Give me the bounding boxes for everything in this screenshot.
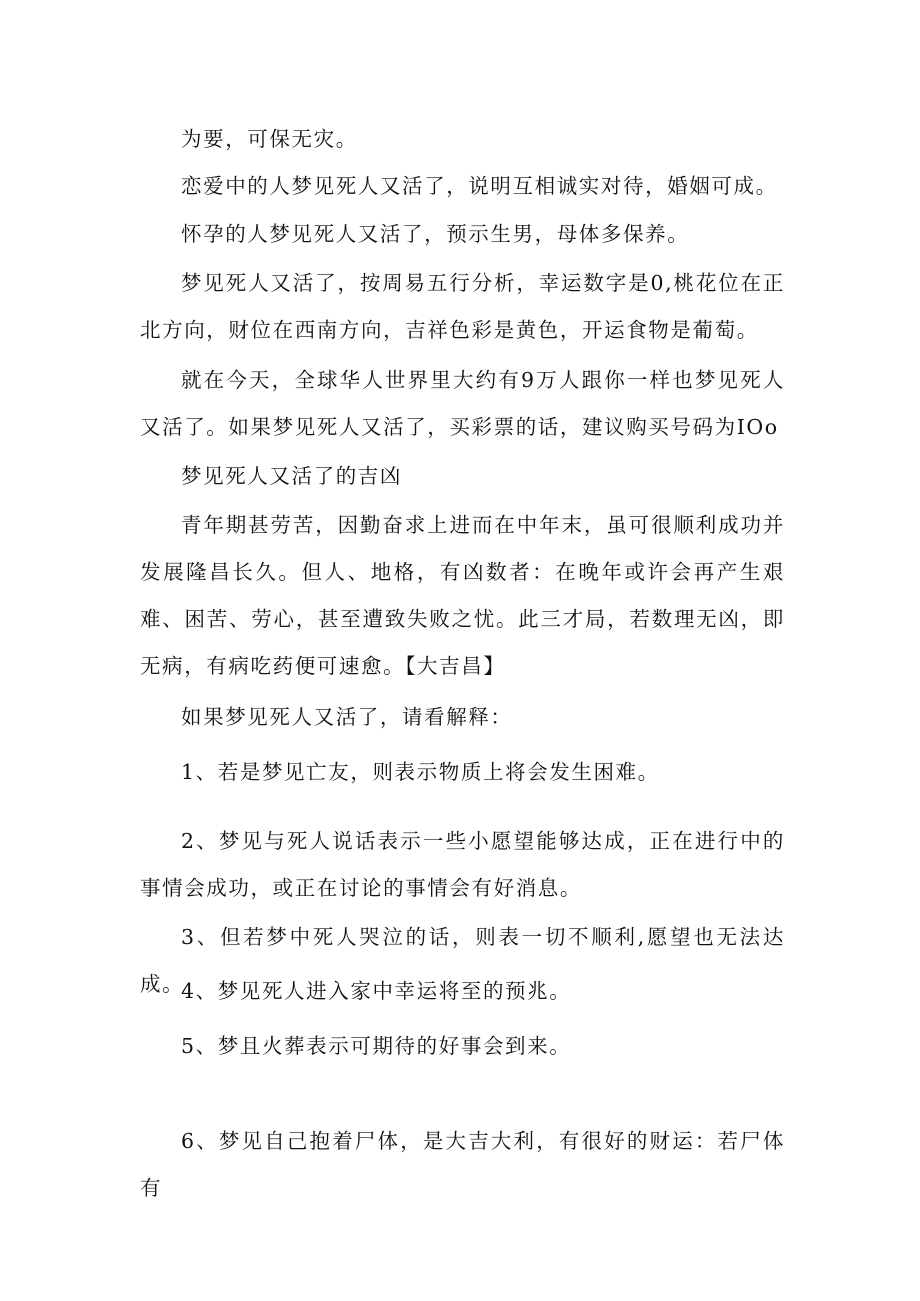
paragraph-4: 梦见死人又活了，按周易五行分析，幸运数字是0,桃花位在正北方向，财位在西南方向，吉祥色彩是黄色，开运食物是葡萄。 [140,271,785,342]
paragraph-6: 青年期甚劳苦，因勤奋求上进而在中年末，虽可很顺利成功并发展隆昌长久。但人、地格，有凶数者：在晚年或许会再产生艰难、困苦、劳心，甚至遭致失败之忧。此三才局，若数理无凶，即无病，有病吃药便可速愈。【大吉昌】 [140,513,785,678]
list-item-4: 4、梦见死人进入家中幸运将至的预兆。 [181,979,572,1003]
section-heading: 梦见死人又活了的吉凶 [181,464,402,488]
paragraph-2: 恋爱中的人梦见死人又活了，说明互相诚实对待，婚姻可成。 [181,174,778,198]
paragraph-7: 如果梦见死人又活了，请看解释： [181,705,513,729]
list-item-6: 6、梦见自己抱着尸体，是大吉大利，有很好的财运：若尸体有 [140,1129,785,1200]
list-item-2: 2、梦见与死人说话表示一些小愿望能够达成，正在进行中的事情会成功，或正在讨论的事情会有好消息。 [140,829,785,900]
paragraph-1: 为要，可保无灾。 [181,127,358,151]
list-item-3: 3、但若梦中死人哭泣的话，则表一切不顺利,愿望也无法达成。 [140,925,785,996]
paragraph-3: 怀孕的人梦见死人又活了，预示生男，母体多保养。 [181,222,690,246]
list-item-1: 1、若是梦见亡友，则表示物质上将会发生困难。 [181,760,660,784]
paragraph-5: 就在今天，全球华人世界里大约有9万人跟你一样也梦见死人又活了。如果梦见死人又活了，买彩票的话，建议购买号码为IOo [140,368,785,439]
list-item-5: 5、梦且火葬表示可期待的好事会到来。 [181,1034,572,1058]
